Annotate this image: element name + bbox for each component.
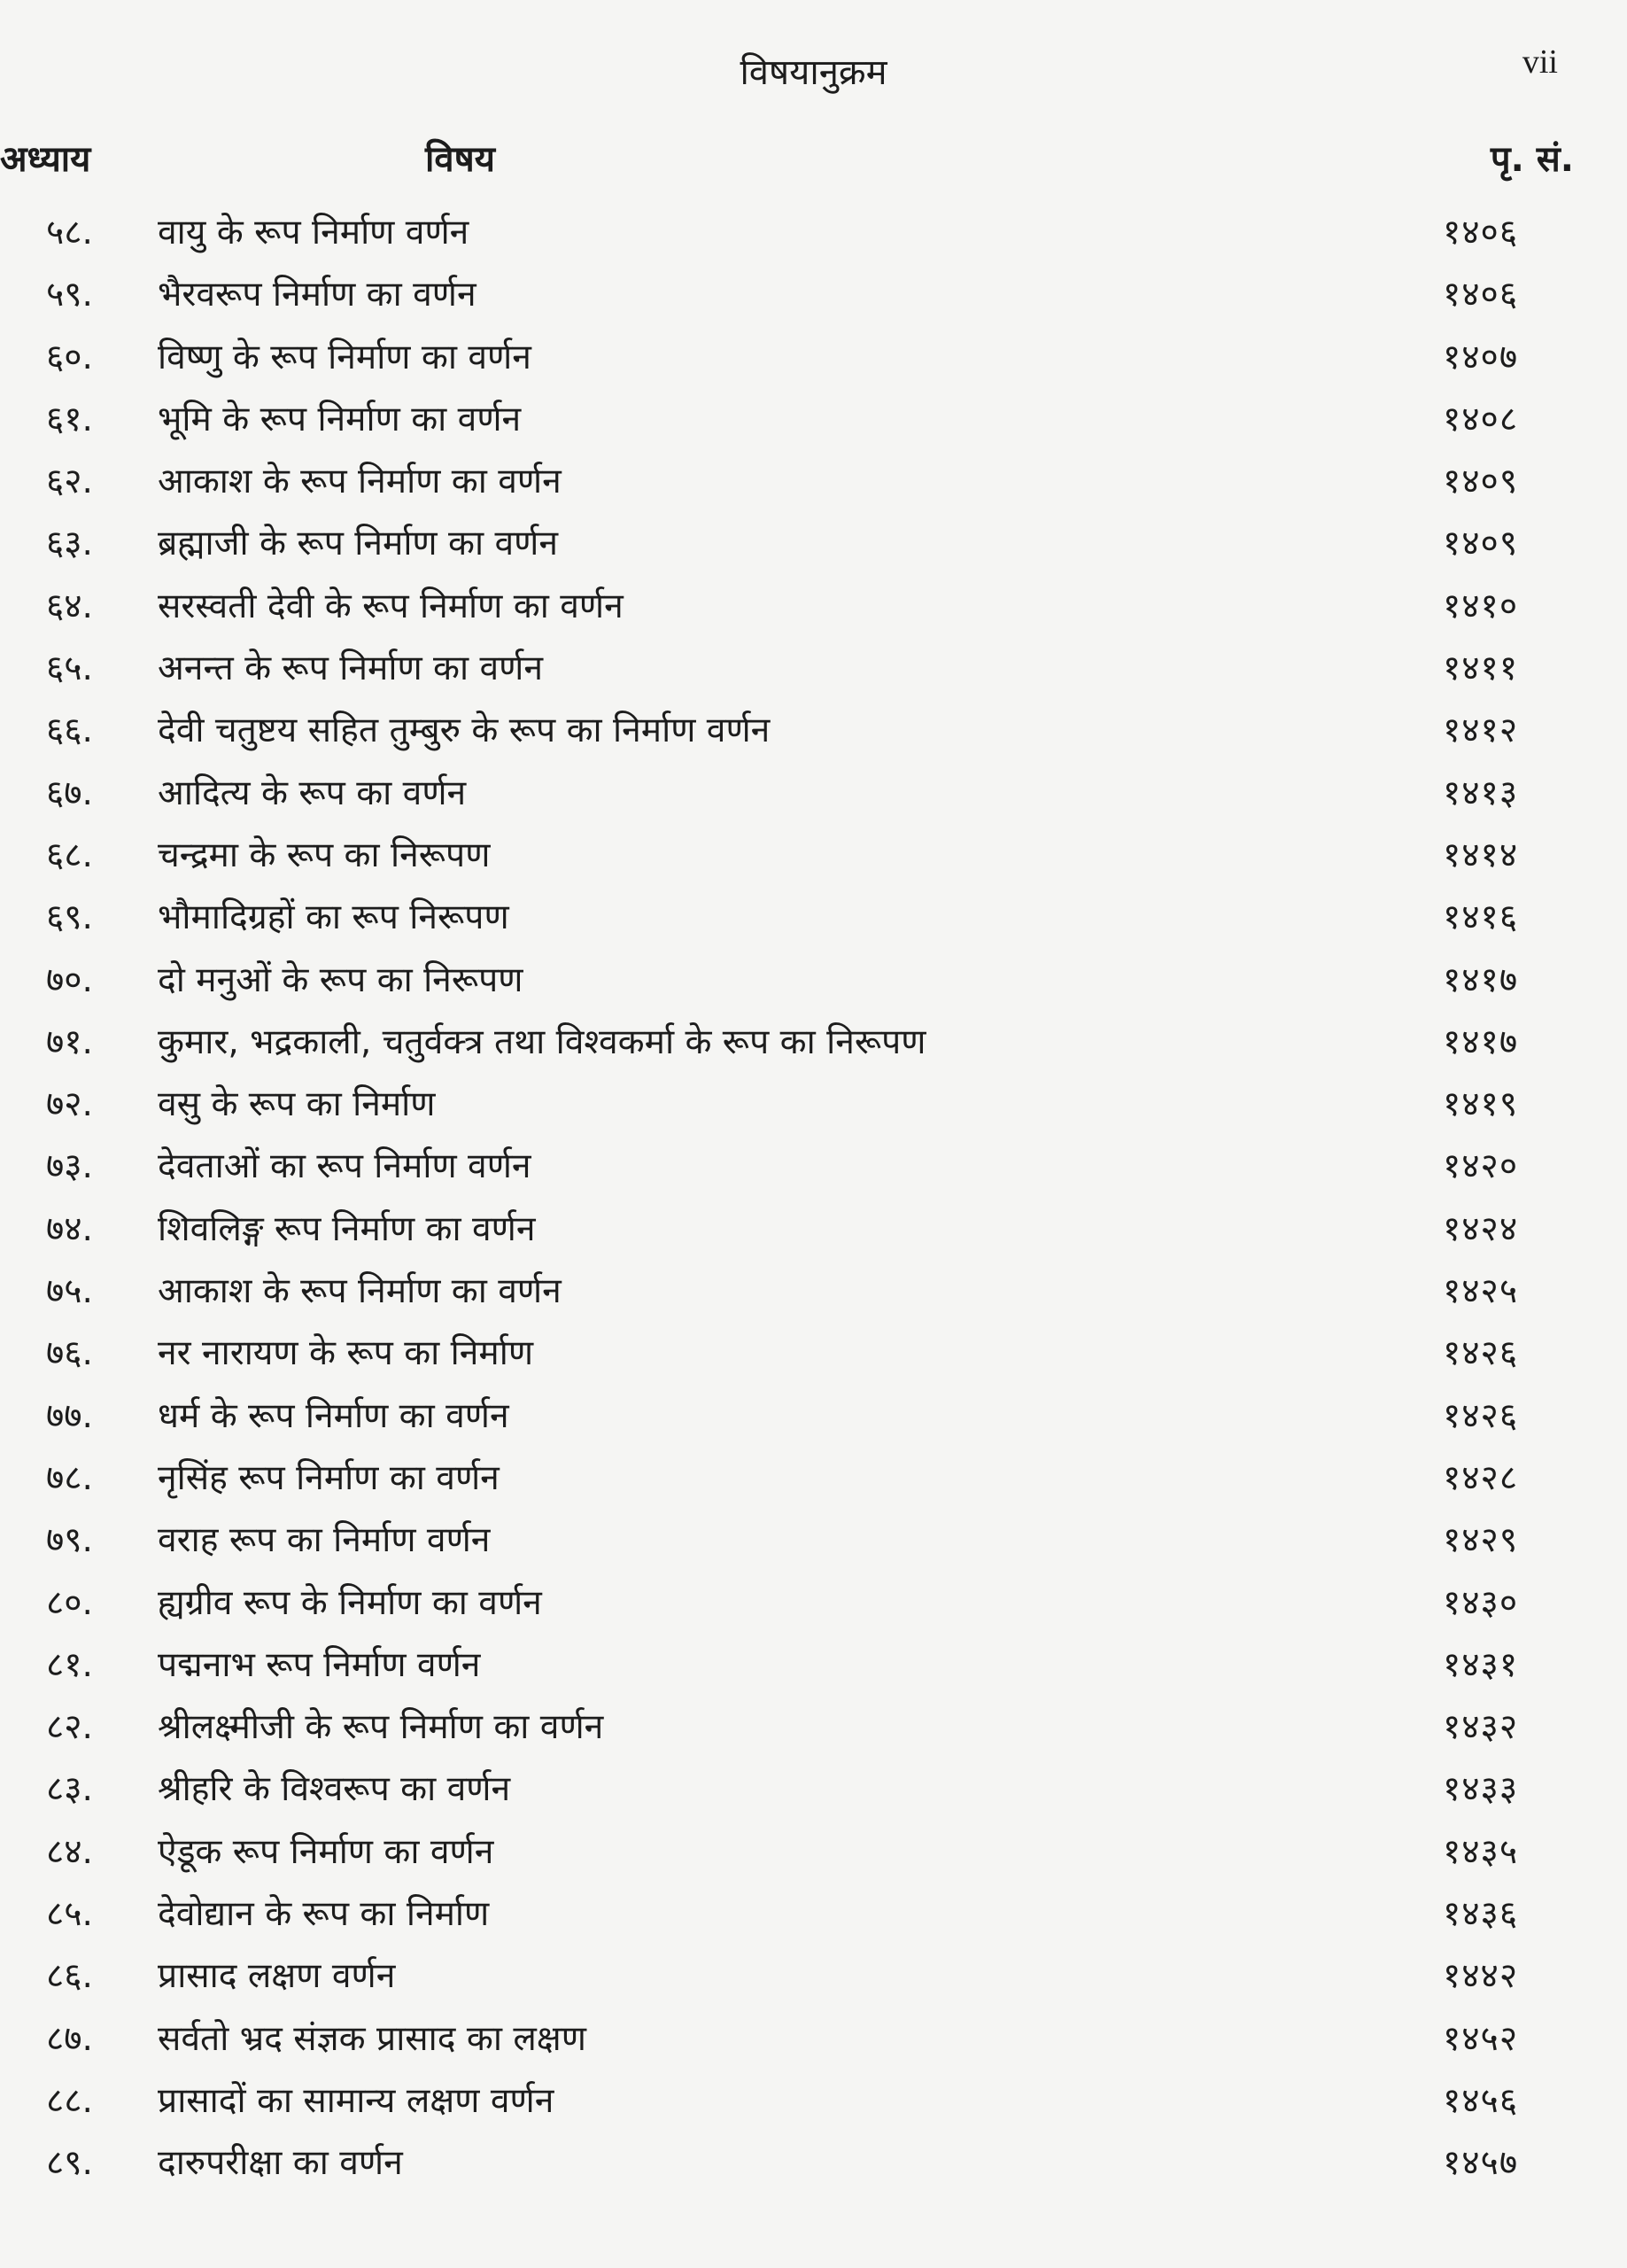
toc-entry — [0, 1012, 1627, 1074]
chapter-page: १४१४ — [1443, 835, 1519, 875]
chapter-number: ६७. — [46, 773, 93, 813]
toc-entry — [0, 1821, 1627, 1884]
toc-entry — [0, 389, 1627, 451]
toc-entry — [0, 576, 1627, 638]
chapter-title: आदित्य के रूप का वर्णन — [158, 773, 467, 813]
chapter-number: ८८. — [46, 2080, 93, 2121]
chapter-page: १४१३ — [1443, 773, 1519, 813]
page-number: vii — [1522, 43, 1558, 81]
chapter-page: १४१० — [1443, 586, 1519, 626]
chapter-page: १४११ — [1443, 649, 1519, 689]
toc-entry — [0, 451, 1627, 513]
chapter-title: श्रीलक्ष्मीजी के रूप निर्माण का वर्णन — [158, 1707, 604, 1748]
chapter-number: ७९. — [46, 1520, 93, 1561]
chapter-title: अनन्त के रूप निर्माण का वर्णन — [158, 649, 544, 689]
chapter-title: नृसिंह रूप निर्माण का वर्णन — [158, 1457, 500, 1498]
chapter-title: श्रीहरि के विश्वरूप का वर्णन — [158, 1769, 511, 1810]
chapter-page: १४०६ — [1443, 213, 1519, 252]
chapter-title: ऐडूक रूप निर्माण का वर्णन — [158, 1831, 494, 1872]
chapter-title: आकाश के रूप निर्माण का वर्णन — [158, 1271, 562, 1312]
chapter-title: दो मनुओं के रूप का निरूपण — [158, 959, 523, 1000]
toc-entry — [0, 1946, 1627, 2008]
chapter-page: १४२४ — [1443, 1208, 1519, 1249]
chapter-title: भूमि के रूप निर्माण का वर्णन — [158, 399, 522, 439]
chapter-number: ६३. — [46, 524, 93, 564]
column-header-chapter: अध्याय — [0, 139, 91, 180]
chapter-number: ५९. — [46, 275, 93, 315]
chapter-page: १४२६ — [1443, 1333, 1519, 1374]
chapter-page: १४०६ — [1443, 275, 1519, 315]
chapter-number: ७१. — [46, 1021, 93, 1062]
chapter-page: १४२० — [1443, 1146, 1519, 1187]
chapter-number: ६५. — [46, 649, 93, 689]
toc-entry — [0, 1884, 1627, 1946]
chapter-number: ८०. — [46, 1582, 93, 1623]
toc-entry — [0, 887, 1627, 949]
chapter-page: १४१२ — [1443, 711, 1519, 751]
chapter-number: ८४. — [46, 1831, 93, 1872]
toc-entry — [0, 825, 1627, 887]
chapter-title: प्रासाद लक्षण वर्णन — [158, 1956, 396, 1997]
toc-entry — [0, 1573, 1627, 1635]
toc-entry — [0, 1635, 1627, 1697]
chapter-page: १४२८ — [1443, 1457, 1519, 1498]
toc-entry — [0, 202, 1627, 264]
toc-entry — [0, 950, 1627, 1012]
chapter-number: ७६. — [46, 1333, 93, 1374]
chapter-page: १४१७ — [1443, 959, 1519, 1000]
chapter-title: दारुपरीक्षा का वर्णन — [158, 2143, 403, 2184]
chapter-number: ६२. — [46, 462, 93, 502]
toc-entry — [0, 264, 1627, 326]
toc-entry — [0, 1136, 1627, 1198]
chapter-title: नर नारायण के रूप का निर्माण — [158, 1333, 534, 1374]
chapter-number: ८७. — [46, 2018, 93, 2059]
toc-entry — [0, 2132, 1627, 2194]
chapter-number: ७०. — [46, 959, 93, 1000]
toc-entry — [0, 763, 1627, 825]
chapter-title: भैरवरूप निर्माण का वर्णन — [158, 275, 476, 315]
chapter-number: ६१. — [46, 399, 93, 439]
column-header-page: पृ. सं. — [1490, 139, 1574, 180]
toc-entry — [0, 1448, 1627, 1510]
chapter-page: १४०८ — [1443, 399, 1519, 439]
chapter-page: १४३६ — [1443, 1894, 1519, 1935]
chapter-title: ह्यग्रीव रूप के निर्माण का वर्णन — [158, 1582, 542, 1623]
running-title: विषयानुक्रम — [740, 52, 887, 93]
chapter-page: १४५७ — [1443, 2143, 1519, 2184]
toc-entry — [0, 700, 1627, 762]
chapter-page: १४२५ — [1443, 1271, 1519, 1312]
chapter-title: आकाश के रूप निर्माण का वर्णन — [158, 462, 562, 502]
chapter-page: १४२९ — [1443, 1520, 1519, 1561]
chapter-title: सरस्वती देवी के रूप निर्माण का वर्णन — [158, 586, 624, 626]
chapter-page: १४३३ — [1443, 1769, 1519, 1810]
chapter-number: ६४. — [46, 586, 93, 626]
chapter-title: देवी चतुष्टय सहित तुम्बुरु के रूप का निर्माण वर्णन — [158, 711, 771, 751]
chapter-title: वसु के रूप का निर्माण — [158, 1084, 436, 1125]
chapter-number: ५८. — [46, 213, 93, 252]
chapter-page: १४१७ — [1443, 1021, 1519, 1062]
chapter-page: १४३० — [1443, 1582, 1519, 1623]
chapter-title: पद्मनाभ रूप निर्माण वर्णन — [158, 1644, 481, 1685]
chapter-title: धर्म के रूप निर्माण का वर्णन — [158, 1395, 509, 1436]
chapter-number: ७५. — [46, 1271, 93, 1312]
chapter-number: ६९. — [46, 897, 93, 938]
chapter-number: ७७. — [46, 1395, 93, 1436]
chapter-number: ७३. — [46, 1146, 93, 1187]
toc-entry — [0, 2070, 1627, 2132]
toc-entry — [0, 1759, 1627, 1821]
toc-entry — [0, 638, 1627, 700]
chapter-title: ब्रह्माजी के रूप निर्माण का वर्णन — [158, 524, 558, 564]
chapter-title: शिवलिङ्ग रूप निर्माण का वर्णन — [158, 1208, 536, 1249]
chapter-title: वायु के रूप निर्माण वर्णन — [158, 213, 469, 252]
chapter-title: सर्वतो भ्रद संज्ञक प्रासाद का लक्षण — [158, 2018, 586, 2059]
chapter-title: वराह रूप का निर्माण वर्णन — [158, 1520, 491, 1561]
chapter-number: ६०. — [46, 337, 93, 377]
toc-entry — [0, 1074, 1627, 1136]
chapter-number: ८२. — [46, 1707, 93, 1748]
chapter-number: ८५. — [46, 1894, 93, 1935]
chapter-page: १४५२ — [1443, 2018, 1519, 2059]
chapter-page: १४२६ — [1443, 1395, 1519, 1436]
chapter-number: ७४. — [46, 1208, 93, 1249]
toc-entry — [0, 1261, 1627, 1323]
chapter-title: भौमादिग्रहों का रूप निरूपण — [158, 897, 509, 938]
chapter-page: १४१९ — [1443, 1084, 1519, 1125]
chapter-number: ७२. — [46, 1084, 93, 1125]
toc-entry — [0, 1386, 1627, 1448]
chapter-page: १४१६ — [1443, 897, 1519, 938]
column-header-subject: विषय — [425, 139, 495, 180]
chapter-number: ८३. — [46, 1769, 93, 1810]
chapter-number: ६६. — [46, 711, 93, 751]
chapter-number: ६८. — [46, 835, 93, 875]
toc-entry — [0, 2008, 1627, 2070]
toc-entry — [0, 1323, 1627, 1385]
chapter-title: प्रासादों का सामान्य लक्षण वर्णन — [158, 2080, 554, 2121]
chapter-title: देवताओं का रूप निर्माण वर्णन — [158, 1146, 531, 1187]
chapter-number: ८६. — [46, 1956, 93, 1997]
table-of-contents — [0, 202, 1627, 2195]
toc-entry — [0, 1199, 1627, 1261]
chapter-number: ८९. — [46, 2143, 93, 2184]
toc-entry — [0, 1510, 1627, 1572]
chapter-page: १४३५ — [1443, 1831, 1519, 1872]
chapter-number: ८१. — [46, 1644, 93, 1685]
chapter-title: देवोद्यान के रूप का निर्माण — [158, 1894, 490, 1935]
chapter-page: १४५६ — [1443, 2080, 1519, 2121]
chapter-page: १४३२ — [1443, 1707, 1519, 1748]
chapter-number: ७८. — [46, 1457, 93, 1498]
chapter-page: १४४२ — [1443, 1956, 1519, 1997]
toc-entry — [0, 513, 1627, 575]
toc-entry — [0, 1697, 1627, 1759]
toc-entry — [0, 327, 1627, 389]
chapter-title: कुमार, भद्रकाली, चतुर्वक्त्र तथा विश्वकर्मा के रूप का निरूपण — [158, 1021, 926, 1062]
chapter-page: १४०९ — [1443, 462, 1519, 502]
chapter-page: १४०९ — [1443, 524, 1519, 564]
chapter-page: १४०७ — [1443, 337, 1519, 377]
chapter-title: चन्द्रमा के रूप का निरूपण — [158, 835, 491, 875]
chapter-title: विष्णु के रूप निर्माण का वर्णन — [158, 337, 531, 377]
chapter-page: १४३१ — [1443, 1644, 1519, 1685]
